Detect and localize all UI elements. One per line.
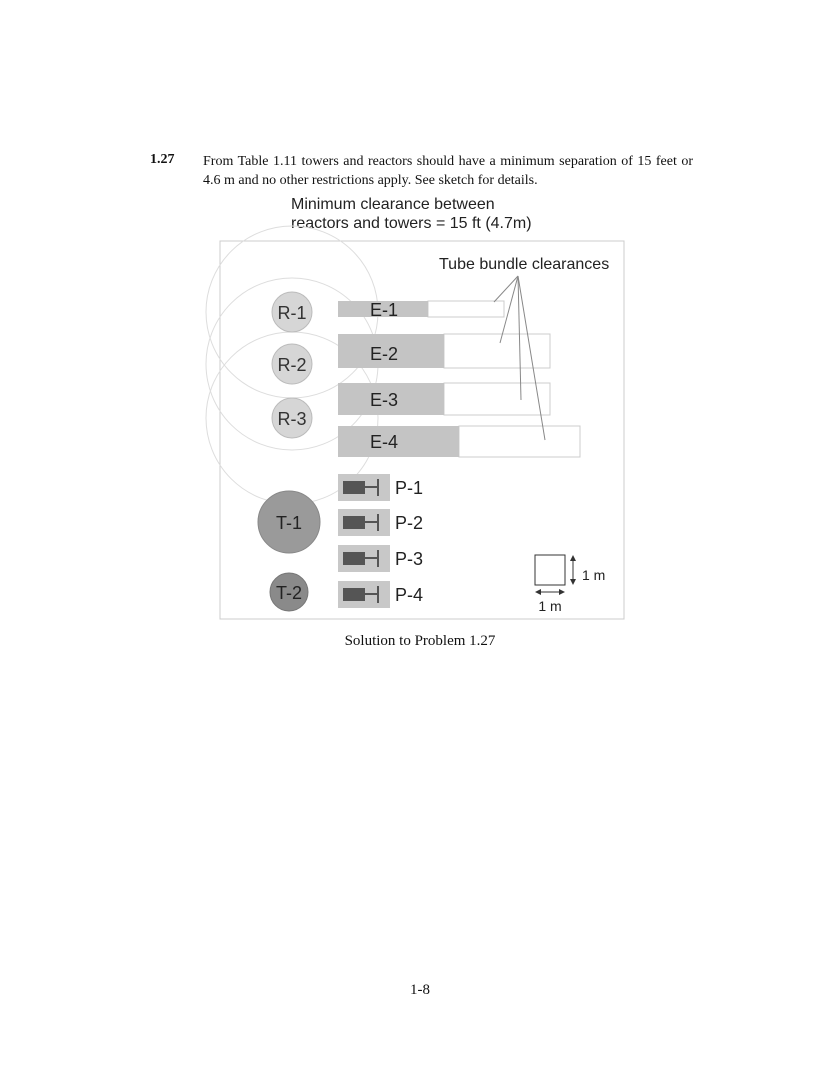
pump-label: P-3: [395, 549, 424, 569]
pump-motor: [343, 552, 365, 565]
tube-bundle-clearance: [444, 383, 550, 415]
tower-t2: [270, 573, 308, 611]
tube-bundle-label: Tube bundle clearances: [439, 256, 610, 273]
scale-label-horizontal: 1 m: [538, 598, 562, 614]
tower-t1: [258, 491, 320, 553]
exchanger-e2: [338, 334, 550, 368]
tube-bundle-clearance: [428, 301, 504, 317]
pump-motor: [343, 481, 365, 494]
figure-title-line1: Minimum clearance between: [291, 196, 495, 213]
figure-title-line2: reactors and towers = 15 ft (4.7m): [291, 215, 532, 232]
reactor-label: R-2: [277, 355, 307, 375]
pump-p3: [338, 545, 423, 572]
scale-square: [535, 555, 565, 585]
reactor-r3: [272, 398, 312, 438]
exchanger-e1: [338, 300, 504, 320]
exchanger-shell: [338, 426, 459, 457]
pump-motor: [343, 588, 365, 601]
pump-p1: [338, 474, 423, 501]
page-number: 1-8: [410, 982, 430, 998]
exchanger-label: E-4: [370, 432, 399, 452]
pump-motor: [343, 516, 365, 529]
scale-label-vertical: 1 m: [582, 567, 606, 583]
pump-label: P-2: [395, 513, 424, 533]
reactor-r1: [272, 292, 312, 332]
reactor-r2: [272, 344, 312, 384]
exchanger-e3: [338, 383, 550, 415]
tube-bundle-clearance: [444, 334, 550, 368]
problem-number: 1.27: [150, 152, 175, 167]
problem-text: From Table 1.11 towers and reactors should have a minimum separation of 15 feet or 4.6 m and no other restrictions apply. See sketch for details.: [203, 154, 693, 188]
tube-bundle-clearance: [459, 426, 580, 457]
reactor-label: R-3: [277, 409, 307, 429]
pump-label: P-1: [395, 478, 424, 498]
reactor-label: R-1: [277, 303, 307, 323]
figure-caption: Solution to Problem 1.27: [344, 633, 496, 649]
exchanger-label: E-2: [370, 344, 399, 364]
exchanger-label: E-1: [370, 300, 399, 320]
pump-p2: [338, 509, 423, 536]
pump-p4: [338, 581, 423, 608]
tower-label: T-2: [275, 583, 303, 603]
tower-label: T-1: [275, 513, 303, 533]
exchanger-label: E-3: [370, 390, 399, 410]
pump-label: P-4: [395, 585, 424, 605]
